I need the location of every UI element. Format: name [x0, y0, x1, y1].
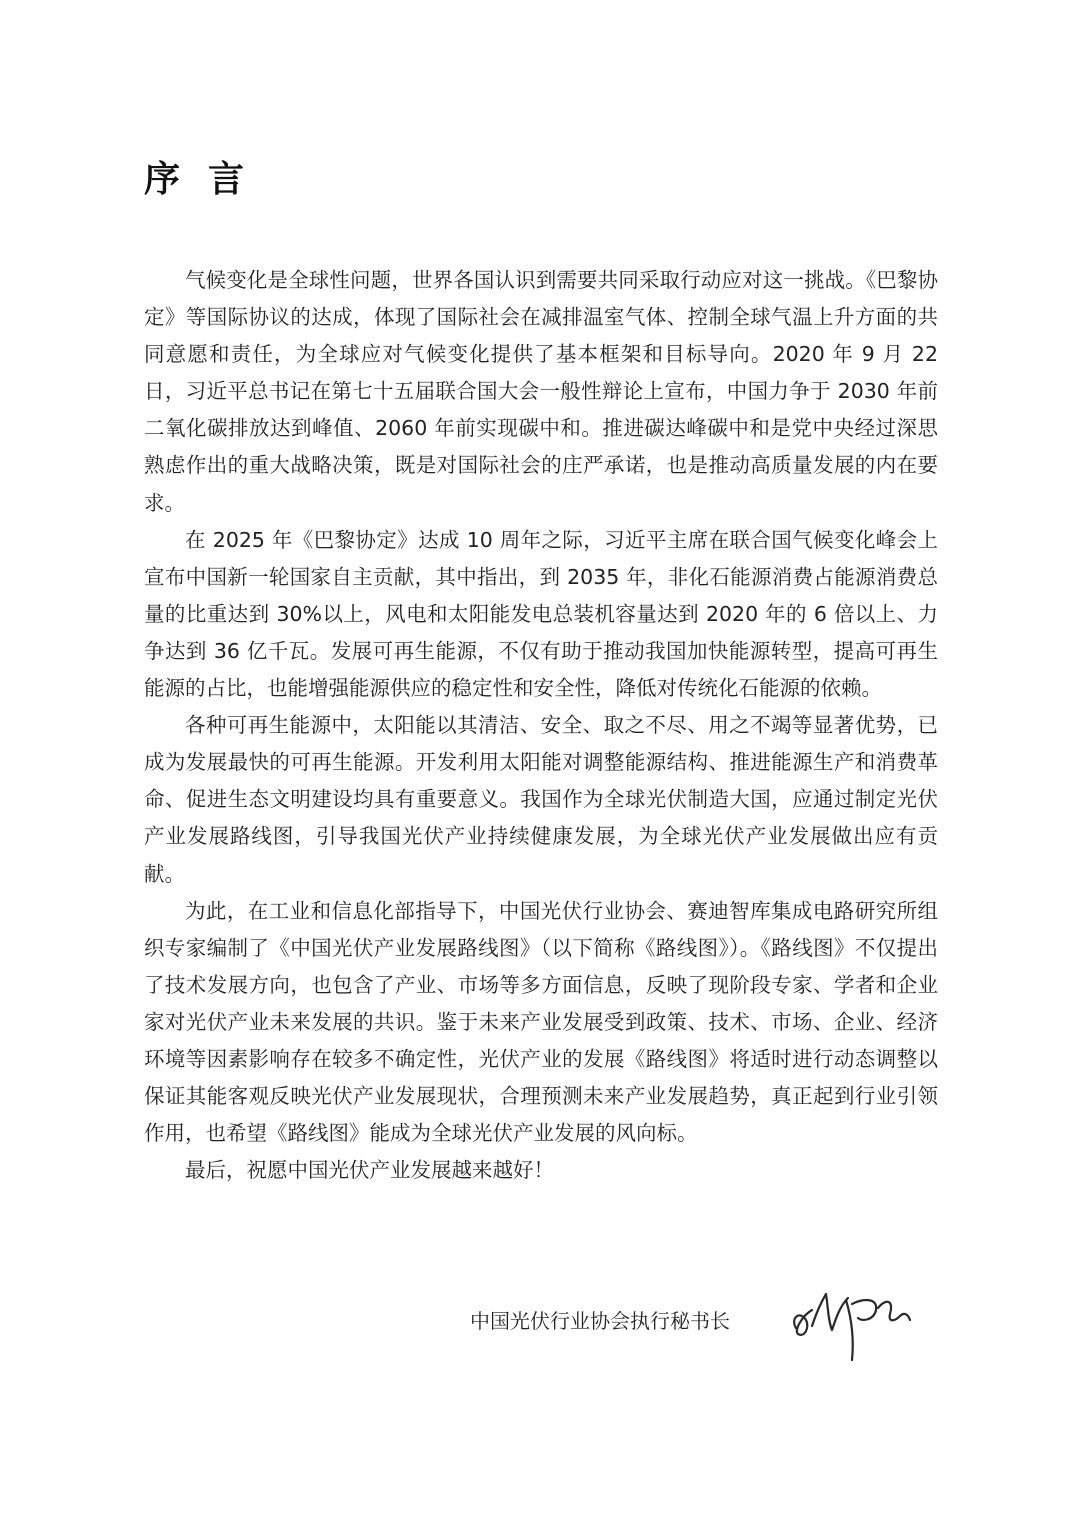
paragraph-2: 在 2025 年《巴黎协定》达成 10 周年之际，习近平主席在联合国气候变化峰会上宣布中国新一轮国家自主贡献，其中指出，到 2035 年，非化石能源消费占能源消费总量的比重达到 30%以上，风电和太阳能发电总装机容量达到 2020 年的 6 倍以上、力争达到 36 亿千瓦。发展可再生能源，不仅有助于推动我国加快能源转型，提高可再生能源的占比，也能增强能源供应的稳定性和安全性，降低对传统化石能源的依赖。 — [144, 527, 938, 701]
signature-block — [470, 1280, 940, 1370]
paragraph-1: 气候变化是全球性问题，世界各国认识到需要共同采取行动应对这一挑战。《巴黎协定》等国际协议的达成，体现了国际社会在减排温室气体、控制全球气温上升方面的共同意愿和责任，为全球应对气候变化提供了基本框架和目标导向。2020 年 9 月 22 日，习近平总书记在第七十五届联合国大会一般性辩论上宣布，中国力争于 2030 年前二氧化碳排放达到峰值、2060 年前实现碳中和。推进碳达峰碳中和是党中央经过深思熟虑作出的重大战略决策，既是对国际社会的庄严承诺，也是推动高质量发展的内在要求。 — [144, 268, 938, 515]
preface-body — [144, 262, 938, 1189]
paragraph-3: 各种可再生能源中，太阳能以其清洁、安全、取之不尽、用之不竭等显著优势，已成为发展最快的可再生能源。开发利用太阳能对调整能源结构、推进能源生产和消费革命、促进生态文明建设均具有重要意义。我国作为全球光伏制造大国，应通过制定光伏产业发展路线图，引导我国光伏产业持续健康发展，为全球光伏产业发展做出应有贡献。 — [144, 713, 938, 886]
handwritten-signature — [782, 1280, 922, 1364]
signatory-title: 中国光伏行业协会执行秘书长 — [470, 1309, 730, 1333]
paragraph-4: 为此，在工业和信息化部指导下，中国光伏行业协会、赛迪智库集成电路研究所组织专家编制了《中国光伏产业发展路线图》（以下简称《路线图》）。《路线图》不仅提出了技术发展方向，也包含了产业、市场等多方面信息，反映了现阶段专家、学者和企业家对光伏产业未来发展的共识。鉴于未来产业发展受到政策、技术、市场、企业、经济环境等因素影响存在较多不确定性，光伏产业的发展《路线图》将适时进行动态调整以保证其能客观反映光伏产业发展现状，合理预测未来产业发展趋势，真正起到行业引领作用，也希望《路线图》能成为全球光伏产业发展的风向标。 — [144, 898, 938, 1146]
paragraph-5: 最后，祝愿中国光伏产业发展越来越好！ — [185, 1158, 554, 1183]
page-title: 序言 — [144, 159, 273, 200]
